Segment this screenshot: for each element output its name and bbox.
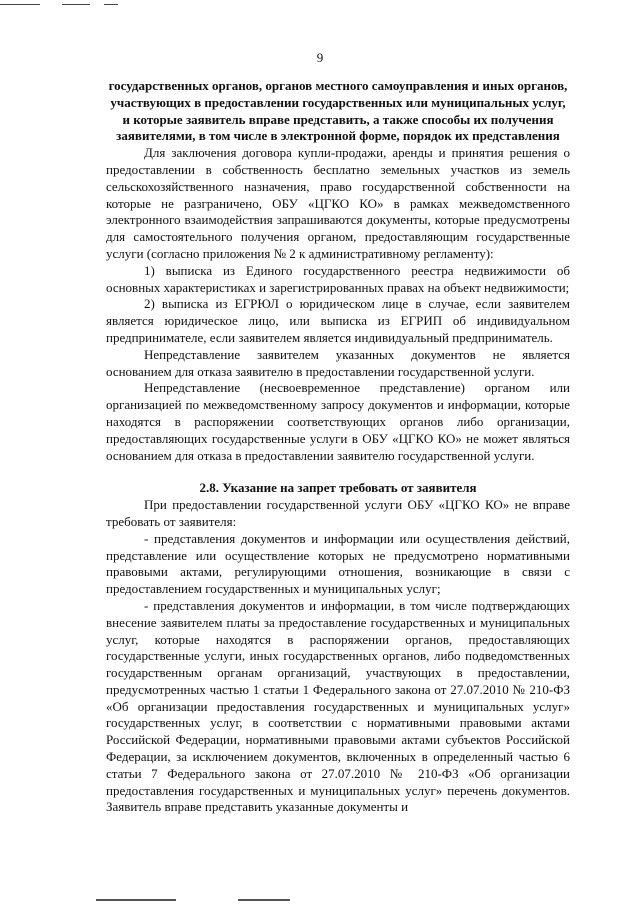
paragraph: Для заключения договора купли-продажи, аренды и принятия решения о предоставлении в собственность бесплатно земельных участков из земель сельскохозяйственного назначения, право государственной собственности на которые не разграничено, ОБУ «ЦГКО КО» в рамках межведомственного электронного взаимодействия запрашиваются документы, которые предусмотрены для самостоятельного получения органом, предоставляющим государственные услуги (согласно приложения № 2 к административному регламенту): [106,145,570,261]
paragraph: При предоставлении государственной услуги ОБУ «ЦГКО КО» не вправе требовать от заявителя: [106,497,570,529]
scan-mark-top-left [0,4,40,5]
scan-mark-top-left-2 [62,4,90,5]
section-title: 2.8. Указание на запрет требовать от заявителя [199,480,477,496]
list-item: - представления документов и информации или осуществления действий, представление или осуществление которых не предусмотрено нормативными правовыми актами, регулирующими отношения, возникающие в связи с предоставлением государственных и муниципальных услуг; [106,530,570,597]
list-item: 2) выписка из ЕГРЮЛ о юридическом лице в случае, если заявителем является юридическое лицо, или выписка из ЕГРИП об индивидуальном предпринимателе, если заявителем является индивидуальный предприниматель. [106,296,570,345]
paragraph: Непредставление (несвоевременное представление) органом или организацией по межведомственному запросу документов и информации, которые находятся в распоряжении соответствующих органов либо организации, предоставляющих государственные услуги в ОБУ «ЦГКО КО» не может являться основанием для отказа в предоставлении заявителю государственной услуги. [106,380,570,463]
section-heading: государственных органов, органов местного самоуправления и иных органов, участвующих в предоставлении государственных или муниципальных услуг, и которые заявитель вправе представить, а также способы их получения заявителями, в том числе в электронной форме, порядок их представления [108,78,568,144]
scan-mark-bottom-2 [238,899,290,901]
paragraph: Непредставление заявителем указанных документов не является основанием для отказа заявителю в предоставлении государственной услуги. [106,346,570,379]
spacer [106,464,570,480]
page-number: 9 [316,50,324,65]
scan-mark-top-left-3 [104,4,118,5]
list-item: - представления документов и информации, в том числе подтверждающих внесение заявителем платы за предоставление государственных и муниципальных услуг, которые находятся в распоряжении органов, предоставляющих государственные услуги, иных государственных органов, либо подведомственных государственным органам организаций, участвующих в предоставлении, предусмотренных частью 1 статьи 1 Федерального закона от 27.07.2010 № 210-ФЗ «Об организации предоставления государственных и муниципальных услуг» государственных услуг, в соответствии с нормативными правовыми актами Российской Федерации, нормативными правовыми актами субъектов Российской Федерации, за исключением документов, включенных в определенный частью 6 статьи 7 Федерального закона от 27.07.2010 № 210-ФЗ «Об организации предоставления государственных и муниципальных услуг» перечень документов. Заявитель вправе представить указанные документы и [106,597,570,815]
scan-mark-bottom-1 [96,899,176,901]
list-item: 1) выписка из Единого государственного реестра недвижимости об основных характеристиках и зарегистрированных правах на объект недвижимости; [106,262,570,295]
document-body [106,78,570,816]
